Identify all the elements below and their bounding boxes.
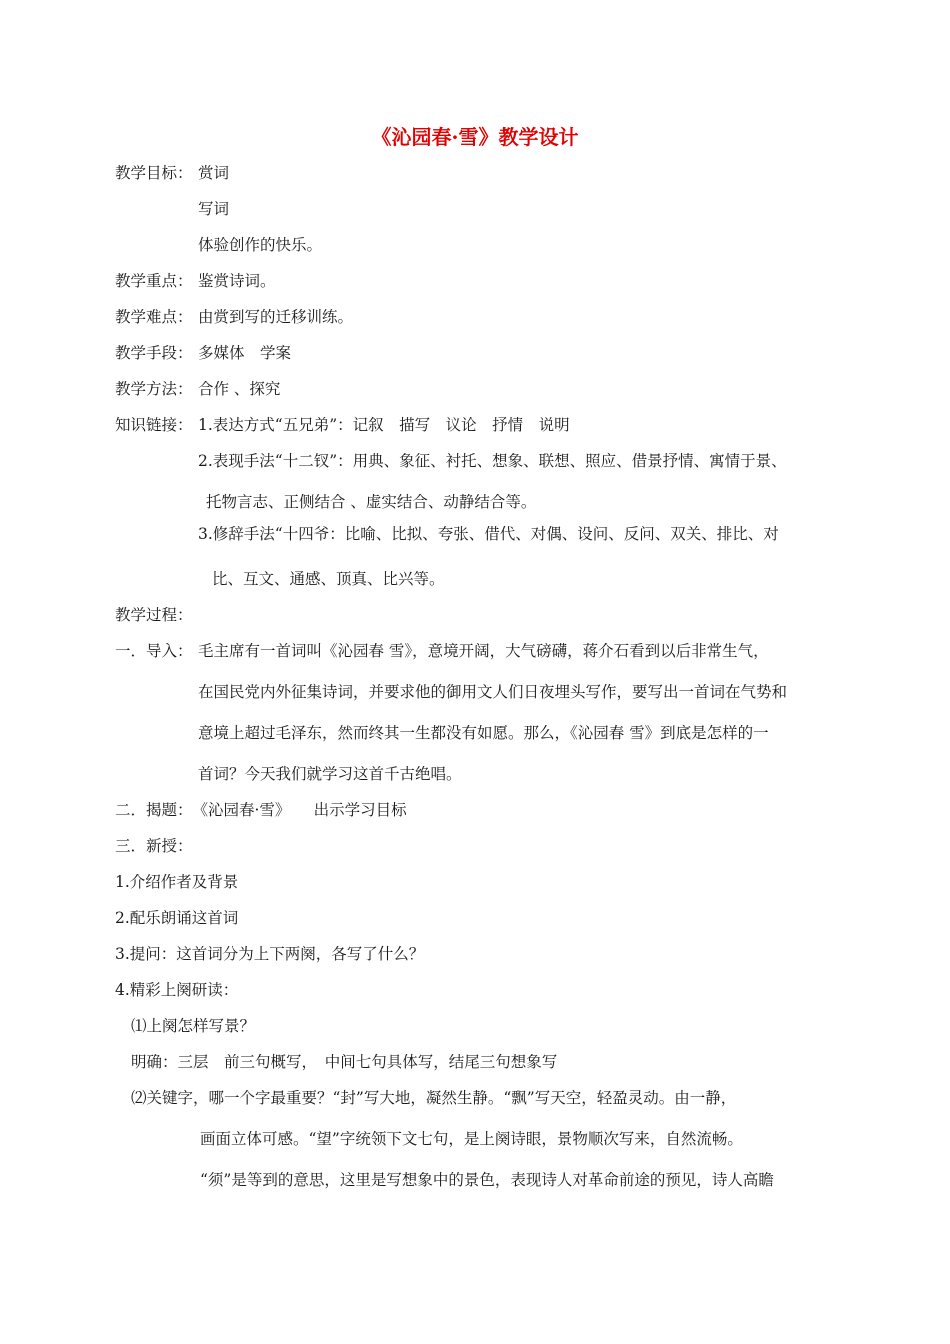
sub-question-2-cont: “须”是等到的意思，这里是写想象中的景色，表现诗人对革命前途的预见，诗人高瞻 [200,1171,774,1189]
step-item: 2.配乐朗诵这首词 [115,909,239,927]
intro-line: 意境上超过毛泽东，然而终其一生都没有如愿。那么，《沁园春 雪》到底是怎样的一 [198,724,769,742]
means-label: 教学手段： [115,344,193,362]
knowledge-item-3: 3.修辞手法“十四爷：比喻、比拟、夸张、借代、对偶、设问、反问、双关、排比、对 [198,525,779,543]
step-item: 3.提问：这首词分为上下两阕，各写了什么？ [115,945,425,963]
knowledge-item-2: 2.表现手法“十二钗”：用典、象征、衬托、想象、联想、照应、借景抒情、寓情于景、 [198,452,787,470]
sub-question-2-cont: 画面立体可感。“望”字统领下文七句，是上阕诗眼，景物顺次写来，自然流畅。 [200,1130,743,1148]
method-label: 教学方法： [115,380,193,398]
intro-label: 一．导入： [115,642,193,660]
method-text: 合作 、探究 [198,380,281,398]
intro-line: 在国民党内外征集诗词，并要求他的御用文人们日夜埋头写作，要写出一首词在气势和 [198,683,788,701]
objective-item: 体验创作的快乐。 [198,236,323,254]
knowledge-item-1: 1.表达方式“五兄弟”：记叙 描写 议论 抒情 说明 [198,416,570,434]
intro-line: 毛主席有一首词叫《沁园春 雪》，意境开阔，大气磅礴，蒋介石看到以后非常生气， [198,642,769,660]
objective-item: 写词 [198,200,230,218]
difficulty-label: 教学难点： [115,308,193,326]
intro-line: 首词？今天我们就学习这首千古绝唱。 [198,765,462,783]
focus-label: 教学重点： [115,272,193,290]
knowledge-item-2-cont: 托物言志、正侧结合 、虚实结合、动静结合等。 [206,493,537,511]
means-text: 多媒体 学案 [198,344,292,362]
new-lesson-label: 三．新授： [115,837,193,855]
knowledge-label: 知识链接： [115,416,193,434]
clarify-line: 明确：三层 前三句概写， 中间七句具体写，结尾三句想象写 [131,1053,558,1071]
objectives-label: 教学目标： [115,164,193,182]
knowledge-item-3-cont: 比、互文、通感、顶真、比兴等。 [212,570,445,588]
document-title: 《沁园春·雪》教学设计 [371,125,579,149]
difficulty-text: 由赏到写的迁移训练。 [198,308,354,326]
process-label: 教学过程： [115,606,193,624]
reveal-line: 二．揭题： 《沁园春·雪》 出示学习目标 [115,801,407,819]
step-item: 4.精彩上阕研读： [115,981,239,999]
sub-question-1: ⑴上阕怎样写景？ [131,1017,256,1035]
step-item: 1.介绍作者及背景 [115,873,239,891]
objective-item: 赏词 [198,164,230,182]
sub-question-2: ⑵关键字，哪一个字最重要？“封”写大地，凝然生静。“飘”写天空，轻盈灵动。由一静， [131,1089,737,1107]
focus-text: 鉴赏诗词。 [198,272,276,290]
